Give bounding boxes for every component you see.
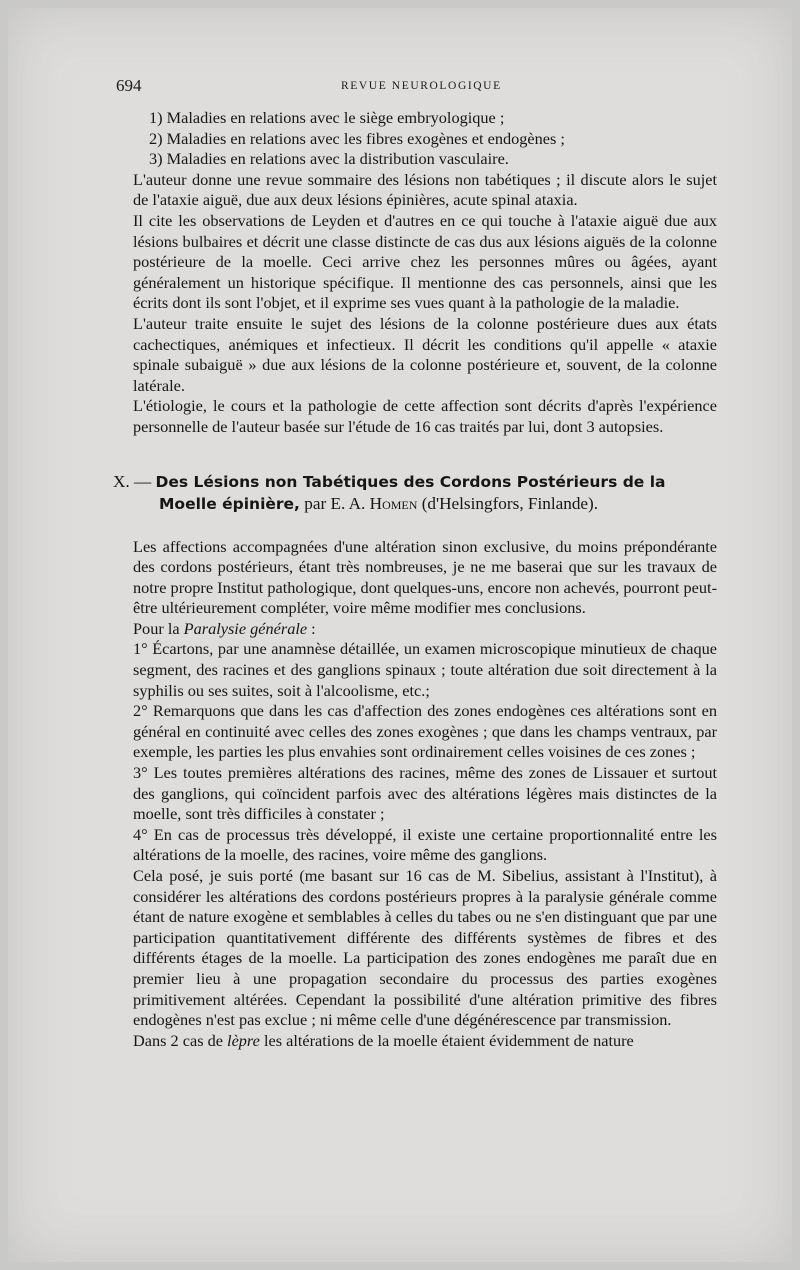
article-body [113, 108, 717, 1051]
author-affiliation: (d'Helsingfors, Finlande). [421, 493, 599, 513]
list-item: 2) Maladies en relations avec les fibres exogènes et endogènes ; [149, 128, 565, 148]
paragraph: 4° En cas de processus très développé, il existe une certaine proportionnalité entre les altérations de la moelle, des racines, voire même des ganglions. [133, 824, 717, 865]
list-item: 3) Maladies en relations avec la distribution vasculaire. [149, 149, 509, 169]
paragraph [113, 1031, 717, 1052]
list-item: 1) Maladies en relations avec le siège embryologique ; [149, 108, 505, 127]
paragraph: L'étiologie, le cours et la pathologie de cette affection sont décrits d'après l'expérience personnelle de l'auteur basée sur l'étude de 16 cas traités par lui, dont 3 autopsies. [133, 396, 717, 436]
section-title-line2: Moelle épinière, [159, 494, 300, 513]
paragraph: 1° Écartons, par une anamnèse détaillée, un examen microscopique minutieux de chaque segment, des racines et des ganglions spinaux ; toute altération due soit directement à la syphilis ou ses suites, soit à l'alcoolisme, etc.; [133, 639, 717, 700]
paragraph: L'auteur donne une revue sommaire des lésions non tabétiques ; il discute alors le sujet de l'ataxie aiguë, due aux deux lésions épinières, acute spinal ataxia. [133, 169, 717, 210]
page-number: 694 [116, 76, 142, 95]
journal-title: REVUE NEUROLOGIQUE [341, 80, 502, 92]
pour-la-text: Pour la [133, 618, 180, 638]
paragraph: Cela posé, je suis porté (me basant sur 16 cas de M. Sibelius, assistant à l'Institut), à considérer les altérations des cordons postérieurs propres à la paralysie générale comme étant de nature exogène et semblables à celles du tabes ou ne s'en distinguant que par une participation quantitativement différente des différents systèmes de fibres et des différents étages de la moelle. La participation des zones endogènes me paraît due en premier lieu à une propagation secondaire du processus des parties exogènes primitivement altérées. Cependant la possibilité d'une altération primitive des fibres endogènes n'est pas exclue ; ni même celle d'une dégénérescence par transmission. [133, 866, 717, 1030]
lepre-rest-text: les altérations de la moelle étaient évidemment de nature [263, 1030, 634, 1050]
page [8, 8, 792, 1262]
paragraph: 2° Remarquons que dans les cas d'affection des zones endogènes ces altérations sont en général en continuité avec celles des zones exogènes ; que dans les champs ventraux, par exemple, les parties les plus envahies sont ordinairement celles voisines de ces zones ; [133, 701, 717, 762]
section-number: X. — [113, 471, 152, 491]
paragraph: Les affections accompagnées d'une altération sinon exclusive, du moins prépondérante des cordons postérieurs, étant très nombreuses, je ne me baserai que sur les travaux de notre propre Institut pathologique, dont quelques-uns, encore non achevés, pourront peut-être ultérieurement compléter, voire même modifier mes conclusions. [133, 536, 717, 618]
paragraph [113, 619, 717, 640]
section-title-line1: Des Lésions non Tabétiques des Cordons Postérieurs de la [155, 472, 666, 491]
paragraph: Il cite les observations de Leyden et d'autres en ce qui touche à l'ataxie aiguë due aux lésions bulbaires et décrit une classe distincte de cas dus aux lésions aiguës de la colonne postérieure de la moelle. Ceci arrive chez les personnes mûres ou âgées, ayant généralement un historique spécifique. Il mentionne des cas personnels, ainsi que les écrits dont ils sont l'objet, et il exprime ses vues quant à la pathologie de la maladie. [133, 210, 717, 313]
paragraph: L'auteur traite ensuite le sujet des lésions de la colonne postérieure dues aux états cachectiques, anémiques et infectieux. Il décrit les conditions qu'il appelle « ataxie spinale subaiguë » due aux lésions de la colonne postérieure et, souvent, de la colonne latérale. [133, 313, 717, 395]
byline-prefix: par E. A. [304, 493, 366, 513]
author-name: Homen [369, 493, 418, 513]
dans-2-cas-text: Dans 2 cas de [133, 1030, 223, 1050]
colon-text: : [307, 618, 316, 638]
paragraph: 3° Les toutes premières altérations des racines, même des zones de Lissauer et surtout des ganglions, qui coïncident parfois avec des altérations légères mais distinctes de la moelle, sont très difficiles à constater ; [133, 763, 717, 824]
paralysie-generale-text: Paralysie générale [183, 618, 308, 638]
lepre-text: lèpre [227, 1030, 260, 1050]
running-head [116, 76, 716, 100]
section-heading [113, 471, 717, 515]
